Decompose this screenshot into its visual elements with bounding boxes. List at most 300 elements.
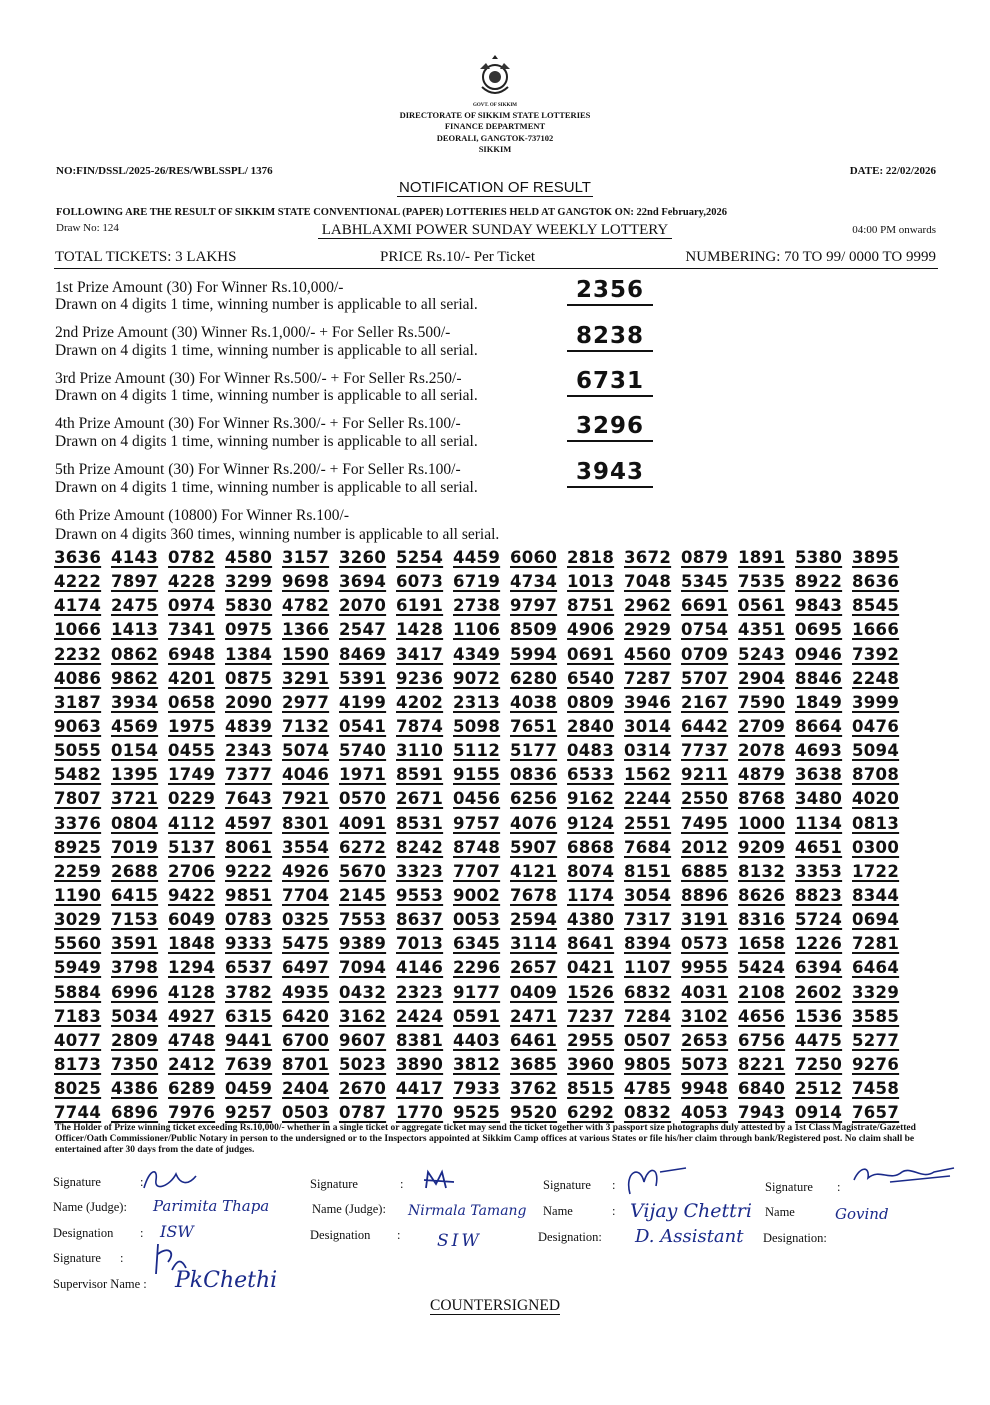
sixth-prize-number: 3946: [624, 692, 672, 712]
sixth-prize-number: 4417: [396, 1079, 444, 1099]
header-state: SIKKIM: [478, 144, 512, 154]
sixth-prize-number: 7392: [852, 644, 900, 664]
sixth-prize-number: 7350: [111, 1054, 159, 1074]
prize-3-desc: Drawn on 4 digits 1 time, winning number is applicable to all serial.: [55, 387, 478, 404]
sixth-prize-number: 0754: [681, 620, 729, 640]
sixth-prize-number: 6280: [510, 668, 558, 688]
sixth-prize-number: 9209: [738, 837, 786, 857]
sixth-prize-number: 3323: [396, 861, 444, 881]
sixth-prize-number: 1395: [111, 765, 159, 785]
sixth-prize-number: 1770: [396, 1103, 444, 1123]
sixth-prize-number: 4580: [225, 548, 273, 567]
sixth-prize-number: 3591: [111, 934, 159, 954]
sixth-prize-number: 4569: [111, 716, 159, 736]
sixth-prize-number: 0314: [624, 741, 672, 761]
sixth-prize-number: 8151: [624, 861, 672, 881]
sixth-prize-number: 9797: [510, 596, 558, 616]
sixth-prize-number: 5475: [282, 934, 330, 954]
sixth-prize-number: 3054: [624, 885, 672, 905]
sixth-prize-number: 0787: [339, 1103, 387, 1123]
sixth-prize-number: 4077: [54, 1030, 102, 1050]
col3-designation-value: D. Assistant: [635, 1226, 744, 1247]
sixth-prize-number: 0409: [510, 982, 558, 1002]
sixth-prize-number: 6497: [282, 958, 330, 978]
sixth-prize-number: 5277: [852, 1030, 900, 1050]
sixth-prize-number: 4086: [54, 668, 102, 688]
sixth-prize-number: 4748: [168, 1030, 216, 1050]
sixth-prize-number: 3934: [111, 692, 159, 712]
sixth-prize-number: 2090: [225, 692, 273, 712]
sixth-prize-number: 7048: [624, 572, 672, 592]
col1-name-value: Parimita Thapa: [153, 1197, 270, 1215]
sixth-prize-number: 8708: [852, 765, 900, 785]
col4-signature-label: Signature: [765, 1180, 813, 1194]
col4-name-label: Name: [765, 1205, 795, 1219]
sixth-prize-number: 3960: [567, 1054, 615, 1074]
reference-number: NO:FIN/DSSL/2025-26/RES/WBLSSPL/ 1376: [56, 165, 273, 177]
sixth-prize-number: 5098: [453, 716, 501, 736]
sixth-prize-number: 3480: [795, 789, 843, 809]
sixth-prize-number: 3329: [852, 982, 900, 1002]
sixth-prize-number: 9222: [225, 861, 273, 881]
sixth-prize-number: 6464: [852, 958, 900, 978]
sixth-prize-number: 4349: [453, 644, 501, 664]
sixth-prize-number: 4386: [111, 1079, 159, 1099]
sixth-prize-number: 1226: [795, 934, 843, 954]
sixth-prize-number: 6191: [396, 596, 444, 616]
sixth-prize-number: 9177: [453, 982, 501, 1002]
sixth-prize-number: 7657: [852, 1103, 900, 1123]
sixth-prize-number: 7976: [168, 1103, 216, 1123]
sixth-prize-number: 7678: [510, 885, 558, 905]
prize-5-title: 5th Prize Amount (30) For Winner Rs.200/- + For Seller Rs.100/-: [55, 461, 461, 478]
sixth-prize-number: 0591: [453, 1006, 501, 1026]
sixth-prize-number: 0570: [339, 789, 387, 809]
sixth-prize-number: 4046: [282, 765, 330, 785]
sixth-prize-number: 9162: [567, 789, 615, 809]
footnote: The Holder of Prize winning ticket exceeding Rs.10,000/- whether in a single ticket or aggregate ticket may send the ticket together with 3 passport size photographs duly attested by a 1st Class Magistrate/Gazetted Officer/Oath Commissioner/Public Notary in person to the undersigned or to the Inspectors appointed at Sikkim Camp offices at various States or file his/her claim through bank/Registered post. No claim shall be entertained after 30 days from the date of judges.: [55, 1123, 916, 1155]
sixth-prize-number: 8664: [795, 716, 843, 736]
sixth-prize-number: 6420: [282, 1006, 330, 1026]
sixth-prize-number: 6461: [510, 1030, 558, 1050]
sixth-prize-number: 2145: [339, 885, 387, 905]
sixth-prize-number: 4038: [510, 692, 558, 712]
sixth-prize-number: 8132: [738, 861, 786, 881]
sixth-prize-number: 2012: [681, 837, 729, 857]
sixth-prize-number: 4651: [795, 837, 843, 857]
col2-designation-colon: :: [397, 1228, 401, 1242]
col3-signature-label: Signature: [543, 1178, 591, 1192]
sixth-prize-number: 4693: [795, 741, 843, 761]
prize-6-desc: Drawn on 4 digits 360 times, winning number is applicable to all serial.: [55, 526, 500, 543]
sixth-prize-number: 2259: [54, 861, 102, 881]
sixth-prize-number: 0695: [795, 620, 843, 640]
sixth-prize-number: 8242: [396, 837, 444, 857]
sixth-prize-number: 0154: [111, 741, 159, 761]
sixth-prize-number: 0813: [852, 813, 900, 833]
sixth-prize-number: 7874: [396, 716, 444, 736]
col3-name-colon: :: [612, 1204, 616, 1218]
sixth-prize-number: 5023: [339, 1054, 387, 1074]
sixth-prize-number: 7458: [852, 1079, 900, 1099]
sixth-prize-number: 3999: [852, 692, 900, 712]
sixth-prize-number: 9422: [168, 885, 216, 905]
sixth-prize-number: 4475: [795, 1030, 843, 1050]
sixth-prize-number: 7237: [567, 1006, 615, 1026]
sixth-prize-number: 7183: [54, 1006, 102, 1026]
sixth-prize-number: 4782: [282, 596, 330, 616]
sixth-prize-number: 3694: [339, 572, 387, 592]
sixth-prize-number: 3585: [852, 1006, 900, 1026]
sixth-prize-number: 8545: [852, 596, 900, 616]
sixth-prize-number: 3029: [54, 910, 102, 930]
col1-designation-label: Designation: [53, 1226, 114, 1240]
sixth-prize-number: 4351: [738, 620, 786, 640]
total-tickets: TOTAL TICKETS: 3 LAKHS: [55, 249, 237, 265]
sixth-prize-number: 6533: [567, 765, 615, 785]
sixth-prize-number: 4734: [510, 572, 558, 592]
result-date: DATE: 22/02/2026: [849, 165, 936, 177]
sixth-prize-number: 4174: [54, 596, 102, 616]
sixth-prize-number: 5094: [852, 741, 900, 761]
sixth-prize-number: 7535: [738, 572, 786, 592]
sixth-prize-number: 0503: [282, 1103, 330, 1123]
sixth-prize-number: 4785: [624, 1079, 672, 1099]
sixth-prize-number: 9851: [225, 885, 273, 905]
sixth-prize-number: 1428: [396, 620, 444, 640]
sixth-prize-number: 7943: [738, 1103, 786, 1123]
sixth-prize-number: 7341: [168, 620, 216, 640]
sixth-prize-number: 9698: [282, 572, 330, 592]
sixth-prize-number: 5055: [54, 741, 102, 761]
sixth-prize-number: 8173: [54, 1054, 102, 1074]
sixth-prize-number: 2688: [111, 861, 159, 881]
sixth-prize-number: 8344: [852, 885, 900, 905]
supervisor-name-value: PkChethi: [175, 1268, 278, 1293]
sixth-prize-number: 5074: [282, 741, 330, 761]
col1-designation-colon: :: [140, 1226, 144, 1240]
sixth-prize-number: 3554: [282, 837, 330, 857]
sixth-prize-number: 9553: [396, 885, 444, 905]
sixth-prize-number: 5424: [738, 958, 786, 978]
col1-name-label: Name (Judge):: [53, 1200, 127, 1214]
sixth-prize-number: 0459: [225, 1079, 273, 1099]
sixth-prize-number: 0483: [567, 741, 615, 761]
sixth-prize-number: 0862: [111, 644, 159, 664]
sixth-prize-number: 7643: [225, 789, 273, 809]
sixth-prize-number: 4380: [567, 910, 615, 930]
sixth-prize-number: 2424: [396, 1006, 444, 1026]
sixth-prize-number: 4199: [339, 692, 387, 712]
divider: [54, 268, 938, 269]
sixth-prize-number: 2962: [624, 596, 672, 616]
prize-2-desc: Drawn on 4 digits 1 time, winning number is applicable to all serial.: [55, 342, 478, 359]
sixth-prize-number: 8626: [738, 885, 786, 905]
sixth-prize-number: 4839: [225, 716, 273, 736]
sixth-prize-number: 8922: [795, 572, 843, 592]
sixth-prize-number: 6840: [738, 1079, 786, 1099]
sixth-prize-number: 2602: [795, 982, 843, 1002]
sixth-prize-number: 0507: [624, 1030, 672, 1050]
sixth-prize-number: 9757: [453, 813, 501, 833]
countersigned: COUNTERSIGNED: [429, 1297, 561, 1314]
sixth-prize-number: 6691: [681, 596, 729, 616]
sixth-prize-number: 3672: [624, 548, 672, 567]
sixth-prize-number: 2929: [624, 620, 672, 640]
sixth-prize-number: 6756: [738, 1030, 786, 1050]
sixth-prize-number: 5949: [54, 958, 102, 978]
header-department: FINANCE DEPARTMENT: [444, 121, 546, 131]
sixth-prize-number: 1413: [111, 620, 159, 640]
sixth-prize-number: 7281: [852, 934, 900, 954]
sixth-prize-number: 5830: [225, 596, 273, 616]
lottery-name: LABHLAXMI POWER SUNDAY WEEKLY LOTTERY: [0, 222, 990, 239]
sixth-prize-number: 1658: [738, 934, 786, 954]
sixth-prize-number: 7317: [624, 910, 672, 930]
sixth-prize-number: 0782: [168, 548, 216, 567]
sixth-prize-number: 1749: [168, 765, 216, 785]
col2-name-value: Nirmala Tamang: [408, 1203, 527, 1219]
sixth-prize-number: 5034: [111, 1006, 159, 1026]
sixth-prize-number: 7553: [339, 910, 387, 930]
sixth-prize-number: 9948: [681, 1079, 729, 1099]
sixth-prize-number: 3191: [681, 910, 729, 930]
sixth-prize-number: 0875: [225, 668, 273, 688]
sixth-prize-number: 8531: [396, 813, 444, 833]
sixth-prize-number: 3162: [339, 1006, 387, 1026]
sixth-prize-number: 7284: [624, 1006, 672, 1026]
sixth-prize-number: 9002: [453, 885, 501, 905]
sixth-prize-number: 4146: [396, 958, 444, 978]
sixth-prize-number: 8701: [282, 1054, 330, 1074]
sixth-prize-number: 0975: [225, 620, 273, 640]
sixth-prize-number: 0455: [168, 741, 216, 761]
sixth-prize-number: 1106: [453, 620, 501, 640]
sixth-prize-number: 9520: [510, 1103, 558, 1123]
sixth-prize-number: 5740: [339, 741, 387, 761]
sixth-prize-number: 4201: [168, 668, 216, 688]
sixth-prize-number: 1294: [168, 958, 216, 978]
sixth-prize-number: 7132: [282, 716, 330, 736]
sixth-prize-number: 7013: [396, 934, 444, 954]
sixth-prize-number: 1849: [795, 692, 843, 712]
sixth-prize-number: 2248: [852, 668, 900, 688]
sixth-prize-number: 1134: [795, 813, 843, 833]
sixth-prize-number: 1174: [567, 885, 615, 905]
sixth-prize-number: 8515: [567, 1079, 615, 1099]
sixth-prize-number: 2078: [738, 741, 786, 761]
sixth-prize-number: 6442: [681, 716, 729, 736]
sixth-prize-number: 8469: [339, 644, 387, 664]
page-title: NOTIFICATION OF RESULT: [399, 179, 591, 196]
prize-1-number: 2356: [567, 277, 653, 306]
sixth-prize-number: 2108: [738, 982, 786, 1002]
sixth-prize-number: 0573: [681, 934, 729, 954]
ticket-price: PRICE Rs.10/- Per Ticket: [380, 249, 536, 265]
sixth-prize-number: 5391: [339, 668, 387, 688]
col1-signature-colon: :: [140, 1175, 144, 1189]
sixth-prize-number: 9124: [567, 813, 615, 833]
sixth-prize-number: 8509: [510, 620, 558, 640]
emblem-caption: GOVT. OF SIKKIM: [472, 103, 518, 108]
sixth-prize-number: 9063: [54, 716, 102, 736]
col1-signature-label: Signature: [53, 1175, 101, 1189]
sixth-prize-number: 1107: [624, 958, 672, 978]
sixth-prize-number: 9862: [111, 668, 159, 688]
sixth-prize-number: 5177: [510, 741, 558, 761]
col3-name-label: Name: [543, 1204, 573, 1218]
sixth-prize-number: 2475: [111, 596, 159, 616]
sixth-prize-number: 5380: [795, 548, 843, 567]
sixth-prize-number: 3798: [111, 958, 159, 978]
sixth-prize-number: 6272: [339, 837, 387, 857]
col2-signature-mark: [420, 1168, 460, 1192]
sixth-prize-number: 4656: [738, 1006, 786, 1026]
col3-designation-label: Designation:: [538, 1230, 602, 1244]
sixth-prize-number: 1848: [168, 934, 216, 954]
sixth-prize-number: 2904: [738, 668, 786, 688]
sixth-prize-number: 7250: [795, 1054, 843, 1074]
sixth-prize-number: 7807: [54, 789, 102, 809]
sixth-prize-number: 6292: [567, 1103, 615, 1123]
prize-3-title: 3rd Prize Amount (30) For Winner Rs.500/- + For Seller Rs.250/-: [55, 370, 462, 387]
sixth-prize-number: 8846: [795, 668, 843, 688]
sixth-prize-number: 1891: [738, 548, 786, 567]
sixth-prize-number: 1590: [282, 644, 330, 664]
sixth-prize-number: 5724: [795, 910, 843, 930]
col3-signature-mark: [620, 1162, 690, 1198]
sixth-prize-number: 6896: [111, 1103, 159, 1123]
sixth-prize-number: 3291: [282, 668, 330, 688]
sixth-prize-number: 0836: [510, 765, 558, 785]
sixth-prize-number: 8748: [453, 837, 501, 857]
col4-designation-label: Designation:: [763, 1231, 827, 1245]
sixth-prize-number: 2547: [339, 620, 387, 640]
sixth-prize-number: 3299: [225, 572, 273, 592]
sixth-prize-number: 2343: [225, 741, 273, 761]
sixth-prize-number: 2551: [624, 813, 672, 833]
col2-signature-label: Signature: [310, 1177, 358, 1191]
sixth-prize-number: 5994: [510, 644, 558, 664]
sixth-prize-number: 6049: [168, 910, 216, 930]
sixth-prize-number: 0432: [339, 982, 387, 1002]
sixth-prize-number: 2809: [111, 1030, 159, 1050]
sixth-prize-number: 0053: [453, 910, 501, 930]
sixth-prize-number: 6540: [567, 668, 615, 688]
prize-2-title: 2nd Prize Amount (30) Winner Rs.1,000/- + For Seller Rs.500/-: [55, 324, 451, 341]
sixth-prize-number: 5112: [453, 741, 501, 761]
sixth-prize-number: 0325: [282, 910, 330, 930]
sixth-prize-number: 0809: [567, 692, 615, 712]
sixth-prize-number: 0694: [852, 910, 900, 930]
sixth-prize-number: 2313: [453, 692, 501, 712]
sixth-prize-number: 2594: [510, 910, 558, 930]
sixth-prize-number: 6315: [225, 1006, 273, 1026]
sixth-prize-number: 6394: [795, 958, 843, 978]
sixth-prize-number: 1066: [54, 620, 102, 640]
col4-name-value: Govind: [835, 1205, 889, 1223]
col4-signature-mark: [850, 1162, 960, 1188]
sixth-prize-number: 6719: [453, 572, 501, 592]
sixth-prize-number: 7590: [738, 692, 786, 712]
sixth-prize-numbers: [54, 546, 914, 1125]
sixth-prize-number: 2512: [795, 1079, 843, 1099]
sixth-prize-number: 2070: [339, 596, 387, 616]
sixth-prize-number: 5482: [54, 765, 102, 785]
sixth-prize-number: 3260: [339, 548, 387, 567]
sixth-prize-number: 8316: [738, 910, 786, 930]
sixth-prize-number: 3114: [510, 934, 558, 954]
sixth-prize-number: 6345: [453, 934, 501, 954]
prize-3-number: 6731: [567, 368, 653, 397]
supervisor-signature-mark: [150, 1240, 190, 1276]
sixth-prize-number: 9389: [339, 934, 387, 954]
sixth-prize-number: 6832: [624, 982, 672, 1002]
sixth-prize-number: 7737: [681, 741, 729, 761]
sixth-prize-number: 6885: [681, 861, 729, 881]
sixth-prize-number: 5345: [681, 572, 729, 592]
sixth-prize-number: 8636: [852, 572, 900, 592]
sixth-prize-number: 0914: [795, 1103, 843, 1123]
sixth-prize-number: 7897: [111, 572, 159, 592]
sixth-prize-number: 3102: [681, 1006, 729, 1026]
sixth-prize-number: 2709: [738, 716, 786, 736]
sixth-prize-number: 2244: [624, 789, 672, 809]
sixth-prize-number: 9805: [624, 1054, 672, 1074]
sixth-prize-number: 0804: [111, 813, 159, 833]
sixth-prize-number: 1971: [339, 765, 387, 785]
sixth-prize-number: 1975: [168, 716, 216, 736]
sixth-prize-number: 0691: [567, 644, 615, 664]
draw-time: 04:00 PM onwards: [852, 224, 936, 236]
sixth-prize-number: 7704: [282, 885, 330, 905]
sixth-prize-number: 9441: [225, 1030, 273, 1050]
sixth-prize-number: 2404: [282, 1079, 330, 1099]
sixth-prize-number: 4459: [453, 548, 501, 567]
intro-statement: FOLLOWING ARE THE RESULT OF SIKKIM STATE CONVENTIONAL (PAPER) LOTTERIES HELD AT GANGTOK ON: 22nd February,2026: [56, 207, 727, 218]
sixth-prize-number: 0456: [453, 789, 501, 809]
prize-4-title: 4th Prize Amount (30) For Winner Rs.300/- + For Seller Rs.100/-: [55, 415, 461, 432]
sixth-prize-number: 0879: [681, 548, 729, 567]
header-address: DEORALI, GANGTOK-737102: [436, 133, 554, 143]
sikkim-emblem: [472, 55, 518, 105]
sixth-prize-number: 3417: [396, 644, 444, 664]
sixth-prize-number: 4128: [168, 982, 216, 1002]
sixth-prize-number: 4143: [111, 548, 159, 567]
sixth-prize-number: 1013: [567, 572, 615, 592]
sixth-prize-number: 3014: [624, 716, 672, 736]
sixth-prize-number: 5884: [54, 982, 102, 1002]
sixth-prize-number: 9072: [453, 668, 501, 688]
prize-4-desc: Drawn on 4 digits 1 time, winning number is applicable to all serial.: [55, 433, 478, 450]
sixth-prize-number: 7153: [111, 910, 159, 930]
sixth-prize-number: 1536: [795, 1006, 843, 1026]
sixth-prize-number: 8221: [738, 1054, 786, 1074]
sixth-prize-number: 8061: [225, 837, 273, 857]
prize-1-desc: Drawn on 4 digits 1 time, winning number is applicable to all serial.: [55, 296, 478, 313]
sixth-prize-number: 5137: [168, 837, 216, 857]
sixth-prize-number: 8925: [54, 837, 102, 857]
sixth-prize-number: 3812: [453, 1054, 501, 1074]
sixth-prize-number: 4112: [168, 813, 216, 833]
prize-4-number: 3296: [567, 413, 653, 442]
sixth-prize-number: 2670: [339, 1079, 387, 1099]
sixth-prize-number: 7094: [339, 958, 387, 978]
supervisor-name-label: Supervisor Name :: [53, 1277, 147, 1291]
prize-6-title: 6th Prize Amount (10800) For Winner Rs.100/-: [55, 507, 350, 524]
sixth-prize-number: 7019: [111, 837, 159, 857]
sixth-prize-number: 7684: [624, 837, 672, 857]
